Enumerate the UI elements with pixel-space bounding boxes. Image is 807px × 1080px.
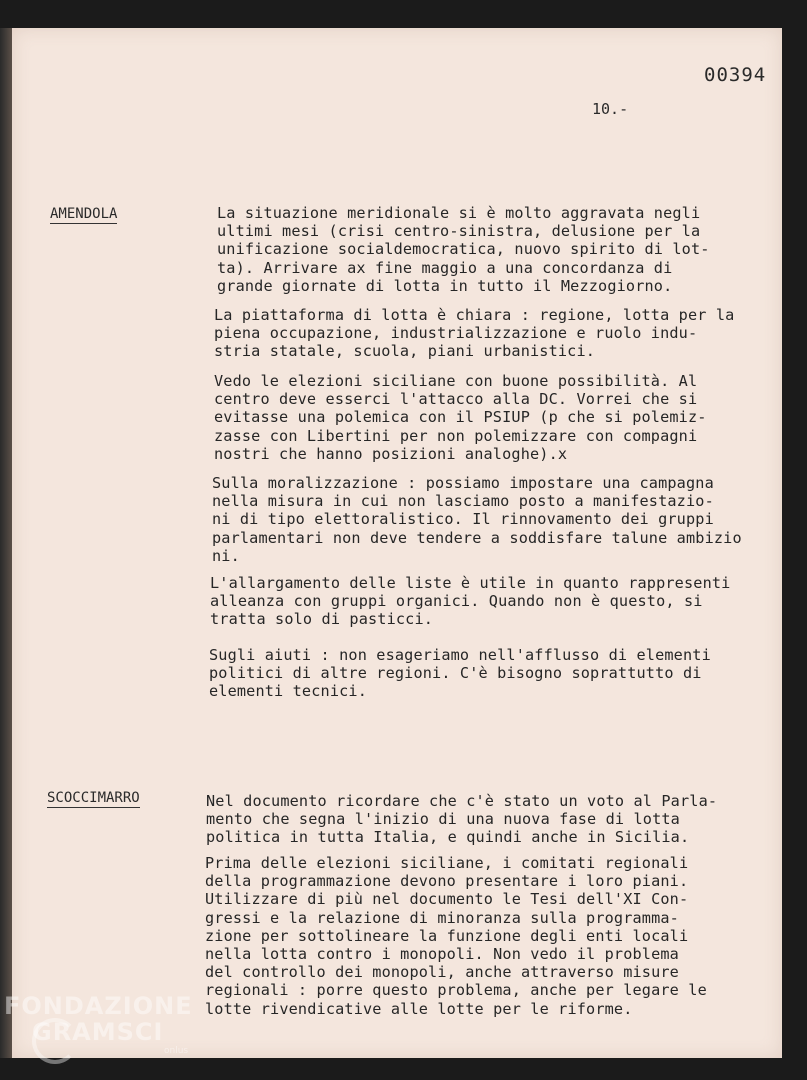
page-number: 10.- [592,100,629,118]
speaker-amendola: AMENDOLA [50,206,118,222]
watermark-line3: onlus [164,1046,189,1056]
paragraph: Vedo le elezioni siciliane con buone possibilità. Al centro deve esserci l'attacco alla DC. Vorrei che si evitasse una polemica con il PSIUP (p che si polemiz- zasse con Libertini per non polemizzare con compagni nostri che hanno posizioni analoghe).x [214,372,707,463]
paragraph: La situazione meridionale si è molto aggravata negli ultimi mesi (crisi centro-sinistra, delusione per la unificazione socialdemocratica, nuovo spirito di lot- ta). Arrivare ax fine maggio a una concordanza di grande giornate di lotta in tutto il Mezzogiorno. [217,204,710,295]
speaker-scoccimarro: SCOCCIMARRO [47,790,140,806]
archive-number: 00394 [704,64,767,86]
paragraph: Sulla moralizzazione : possiamo impostare una campagna nella misura in cui non lasciamo posto a manifestazio- ni di tipo elettoralistico. Il rinnovamento dei gruppi parlamentari non deve tendere a soddisfare talune ambizio ni. [212,474,742,565]
watermark-line1: FONDAZIONE [4,992,193,1020]
paragraph: Prima delle elezioni siciliane, i comitati regionali della programmazione devono presentare i loro piani. Utilizzare di più nel documento le Tesi dell'XI Con- gressi e la relazione di minoranza sulla programma- zione per sottolineare la funzione degli enti locali nella lotta contro i monopoli. Non vedo il problema del controllo dei monopoli, anche attraverso misure regionali : porre questo problema, anche per legare le lotte rivendicative alle lotte per le riforme. [205,854,707,1018]
watermark-line2: GRAMSCI [32,1018,164,1046]
fondazione-gramsci-watermark [4,992,193,1056]
paragraph: La piattaforma di lotta è chiara : regione, lotta per la piena occupazione, industrializzazione e ruolo indu- stria statale, scuola, piani urbanistici. [214,306,735,361]
gramsci-logo-icon [32,1018,78,1064]
paragraph: Nel documento ricordare che c'è stato un voto al Parla- mento che segna l'inizio di una nuova fase di lotta politica in tutta Italia, e quindi anche in Sicilia. [206,792,718,847]
paragraph: L'allargamento delle liste è utile in quanto rappresenti alleanza con gruppi organici. Quando non è questo, si tratta solo di pasticci. [210,574,731,629]
page-edge [0,28,12,1058]
paragraph: Sugli aiuti : non esageriamo nell'afflusso di elementi politici di altre regioni. C'è bisogno soprattutto di elementi tecnici. [209,646,711,701]
